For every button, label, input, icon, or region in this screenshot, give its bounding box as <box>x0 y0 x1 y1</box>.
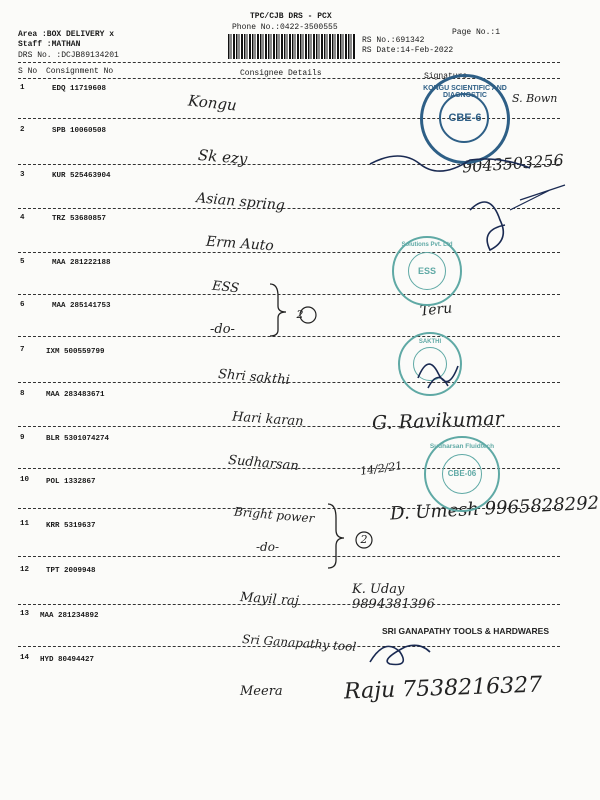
row-3-consignment: KUR 525463904 <box>52 172 111 180</box>
row-2-consignment: SPB 10060508 <box>52 127 107 135</box>
area-field: Area :BOX DELIVERY x <box>18 30 115 39</box>
row-6-sno: 6 <box>20 301 25 309</box>
row-12-sno: 12 <box>20 566 30 574</box>
ganapathy-stamp: SRI GANAPATHY TOOLS & HARDWARES <box>382 626 550 636</box>
row-14-consignment: HYD 80494427 <box>40 656 95 664</box>
row-1-sno: 1 <box>20 84 25 92</box>
row-14-sno: 14 <box>20 654 30 662</box>
row-9-signature: 14/2/21 <box>359 459 404 478</box>
row-9-consignment: BLR 5301074274 <box>46 435 110 443</box>
row-divider <box>18 646 560 647</box>
row-6-consignee: -do- <box>210 322 235 337</box>
row-10-consignment: POL 1332867 <box>46 478 96 486</box>
row-7-sno: 7 <box>20 346 25 354</box>
col-signature: Signature <box>424 72 468 81</box>
row-10-sno: 10 <box>20 476 30 484</box>
row-11-signature: D. Umesh 9965828292 <box>389 492 600 525</box>
row-divider <box>18 604 560 605</box>
row-4-consignee: Erm Auto <box>205 233 275 255</box>
row-3-sno: 3 <box>20 171 25 179</box>
row-4-sno: 4 <box>20 214 25 222</box>
row-2-sno: 2 <box>20 126 25 134</box>
row-11-consignee: Bright power <box>233 504 315 526</box>
phone-number: Phone No.:0422-3500555 <box>232 23 338 32</box>
row-2-consignee: Sk ezy <box>197 145 249 169</box>
row-8-signature: G. Ravikumar <box>371 407 504 435</box>
sakthi-signature-scribble <box>408 348 468 398</box>
row-11-consignment: KRR 5319637 <box>46 522 96 530</box>
row-6-consignment: MAA 285141753 <box>52 302 111 310</box>
drs-number: DRS No. :DCJB89134201 <box>18 51 119 60</box>
row-12-consignment: TPT 2009948 <box>46 567 96 575</box>
brace-annotation-1 <box>258 280 328 340</box>
header-divider <box>18 62 560 63</box>
row-divider <box>18 382 560 383</box>
row-12-consignee: Mayil raj <box>239 589 300 610</box>
row-1-consignment: EDQ 11719608 <box>52 85 107 93</box>
row-2-signature: 9043503256 <box>461 150 565 177</box>
row-11-sno: 11 <box>20 520 30 528</box>
route-title: TPC/CJB DRS - PCX <box>250 12 332 21</box>
ess-stamp-ring-text: Solutions Pvt. Ltd <box>401 242 453 248</box>
row-14-consignee: Meera <box>240 684 283 699</box>
sakthi-stamp-ring-text: SAKTHI <box>418 339 442 345</box>
row-9-sno: 9 <box>20 434 25 442</box>
row-1-signature: S. Bown <box>512 92 558 105</box>
row-4-consignment: TRZ 53680857 <box>52 215 107 223</box>
row-9-consignee: Sudharsan <box>227 452 300 475</box>
row-3-consignee: Asian spring <box>195 190 286 214</box>
rs-number: RS No.:691342 <box>362 36 425 45</box>
row-7-consignee: Shri sakthi <box>217 366 291 389</box>
row-13-consignment: MAA 281234892 <box>40 612 99 620</box>
barcode <box>228 34 356 59</box>
signature-scribbles <box>360 150 580 350</box>
row-12-signature: K. Uday 9894381396 <box>352 582 435 612</box>
row-8-consignment: MAA 283483671 <box>46 391 105 399</box>
row-14-signature: Raju 7538216327 <box>343 672 543 705</box>
circled-note-1: 2 <box>296 308 304 321</box>
circled-note-2: 2 <box>360 533 368 546</box>
row-13-consignee: Sri Ganapathy tool <box>241 632 357 654</box>
row-5-consignment: MAA 281222188 <box>52 259 111 267</box>
sudharsan-stamp-center: CBE-06 <box>447 469 477 478</box>
brace-annotation-2 <box>312 500 382 572</box>
kongu-stamp-ring-text: KONGU SCIENTIFIC AND DIAGNOSTIC <box>423 85 507 99</box>
ess-stamp-center: ESS <box>417 266 436 276</box>
row-divider <box>18 426 560 427</box>
col-sno: S No <box>18 67 38 76</box>
ganapathy-signature-scribble <box>360 632 440 672</box>
row-5-sno: 5 <box>20 258 25 266</box>
row-1-consignee: Kongu <box>187 91 238 115</box>
row-divider <box>18 556 560 557</box>
col-consignee: Consignee Details <box>240 69 322 78</box>
row-8-consignee: Hari karan <box>231 409 304 430</box>
row-11-consignee-do: -do- <box>256 540 280 554</box>
col-consignment: Consignment No <box>46 67 114 76</box>
row-7-consignment: IXM 500559799 <box>46 348 105 356</box>
row-5-consignee: ESS <box>211 278 240 297</box>
rs-date: RS Date:14-Feb-2022 <box>362 46 454 55</box>
kongu-stamp-center: CBE-6 <box>448 112 482 124</box>
sudharsan-stamp <box>424 436 500 512</box>
staff-field: Staff :MATHAN <box>18 40 81 49</box>
sudharsan-stamp-ring-text: Sudharsan Fluidtech <box>429 443 495 450</box>
row-8-sno: 8 <box>20 390 25 398</box>
page-number: Page No.:1 <box>452 28 501 37</box>
row-6-signature: Teru <box>419 300 453 320</box>
row-13-sno: 13 <box>20 610 30 618</box>
